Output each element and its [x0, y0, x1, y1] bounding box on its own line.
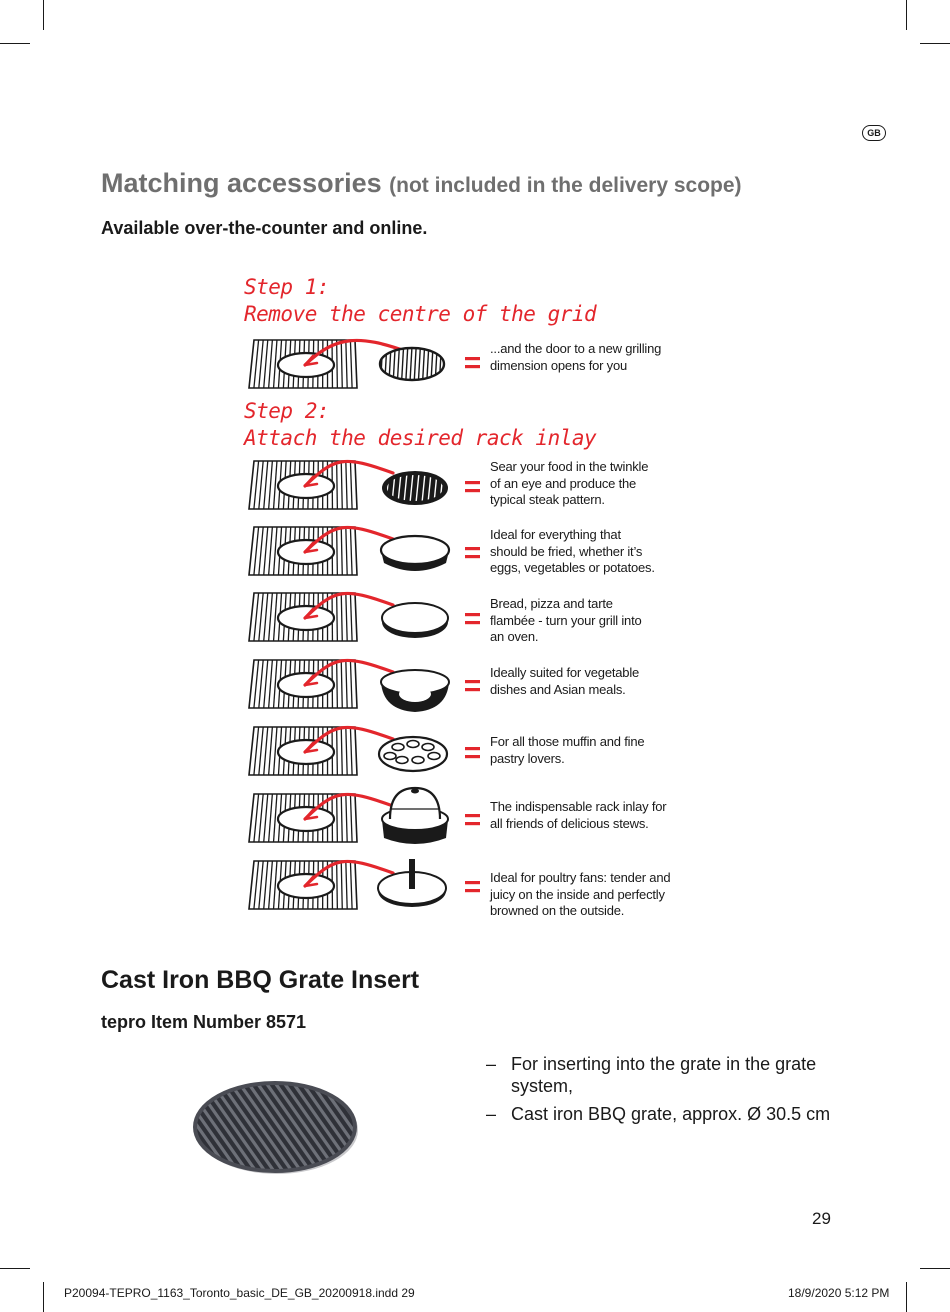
removable-grid-icon	[249, 461, 357, 509]
equals-sign	[465, 357, 480, 368]
feature-list	[486, 1053, 846, 1131]
inlay-description-muffin-tray: For all those muffin and fine pastry lovers.	[490, 734, 645, 766]
step1-subtitle: Remove the centre of the grid	[244, 302, 597, 326]
red-arrow-icon	[305, 727, 393, 752]
red-arrow-icon	[305, 527, 393, 552]
heading-suffix: (not included in the delivery scope)	[389, 174, 742, 197]
grill-grate-inlay-icon	[374, 471, 449, 505]
removable-grid-icon	[249, 527, 357, 575]
availability-note: Available over-the-counter and online.	[101, 218, 428, 238]
red-arrow-icon	[305, 861, 393, 886]
inlay-description-wok: Ideally suited for vegetable dishes and Asian meals.	[490, 665, 640, 697]
removable-grid-icon	[249, 593, 357, 641]
crop-mark	[906, 1282, 907, 1312]
cast-iron-grate-icon	[185, 1077, 365, 1177]
crop-mark	[43, 1282, 44, 1312]
inlay-description-pizza-stone: Bread, pizza and tarte flambée - turn your grill into an oven.	[490, 596, 642, 644]
red-arrow-icon	[305, 593, 393, 618]
step1-result-text: ...and the door to a new grilling dimension opens for you	[490, 341, 662, 373]
file-slug: P20094-TEPRO_1163_Toronto_basic_DE_GB_20200918.indd 29	[64, 1286, 415, 1300]
step2-title: Step 2:	[244, 399, 330, 423]
red-arrow-icon	[305, 660, 393, 685]
equals-sign	[465, 881, 480, 892]
print-date: 18/9/2020 5:12 PM	[788, 1286, 890, 1300]
language-badge: GB	[862, 125, 886, 141]
heading-main: Matching accessories	[101, 168, 382, 198]
crop-mark	[906, 0, 907, 30]
crop-mark	[0, 43, 30, 44]
inlay-description-dutch-oven: The indispensable rack inlay for all friends of delicious stews.	[490, 799, 667, 831]
page-heading	[101, 168, 742, 199]
crop-mark	[0, 1268, 30, 1269]
dutch-oven-inlay-icon	[382, 788, 448, 844]
removable-grid-icon	[249, 727, 357, 775]
muffin-tray-inlay-icon	[379, 737, 447, 771]
product-title: Cast Iron BBQ Grate Insert	[101, 966, 420, 994]
inlay-description-grill-grate: Sear your food in the twinkle of an eye and produce the typical steak pattern.	[490, 459, 649, 507]
feature-item: – For inserting into the grate in the grate system,	[486, 1053, 846, 1097]
red-arrow-icon	[305, 794, 393, 819]
pizza-stone-inlay-icon	[382, 603, 448, 638]
equals-sign	[465, 481, 480, 492]
frying-pan-inlay-icon	[381, 536, 449, 571]
item-number: tepro Item Number 8571	[101, 1012, 307, 1032]
poultry-roaster-inlay-icon	[378, 859, 446, 907]
red-arrow-icon	[305, 461, 393, 486]
inlay-description-frying-pan: Ideal for everything that should be fried, whether it’s eggs, vegetables or potatoes.	[490, 527, 655, 575]
equals-sign	[465, 613, 480, 624]
grid-centre-piece-icon	[368, 346, 454, 382]
crop-mark	[920, 43, 950, 44]
equals-sign	[465, 547, 480, 558]
step1-title: Step 1:	[244, 275, 330, 299]
removable-grid-icon	[249, 340, 357, 388]
equals-sign	[465, 814, 480, 825]
removable-grid-icon	[249, 861, 357, 909]
page-number: 29	[812, 1209, 831, 1228]
equals-sign	[465, 747, 480, 758]
removable-grid-icon	[249, 660, 357, 708]
red-arrow-icon	[305, 340, 408, 365]
wok-inlay-icon	[381, 670, 449, 712]
crop-mark	[920, 1268, 950, 1269]
removable-grid-icon	[249, 794, 357, 842]
feature-item: – Cast iron BBQ grate, approx. Ø 30.5 cm	[486, 1103, 846, 1125]
crop-mark	[43, 0, 44, 30]
equals-sign	[465, 680, 480, 691]
inlay-description-poultry-roaster: Ideal for poultry fans: tender and juicy on the inside and perfectly browned on the outside.	[490, 870, 671, 918]
step2-subtitle: Attach the desired rack inlay	[244, 426, 597, 450]
